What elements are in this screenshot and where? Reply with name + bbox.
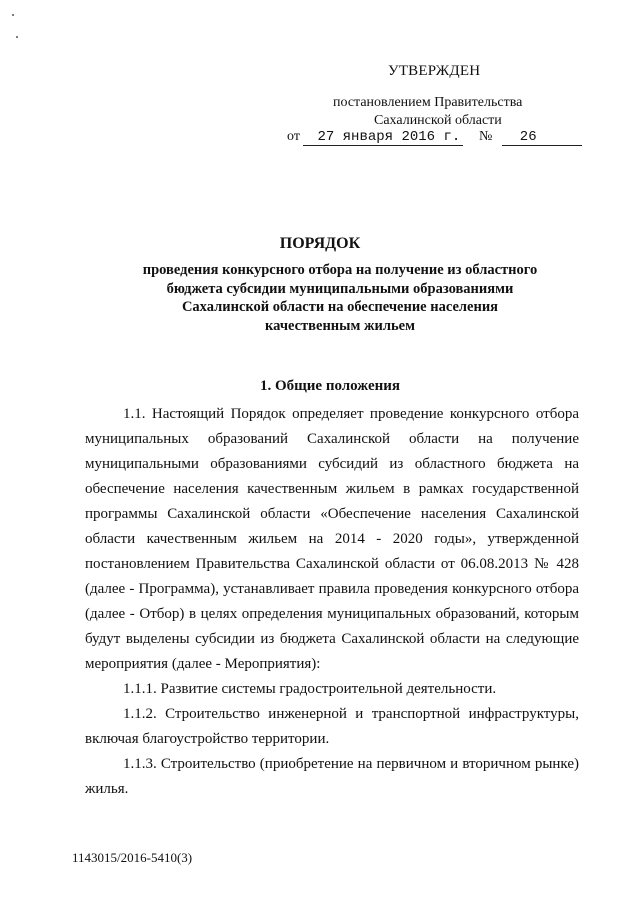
paragraph-line: будут выделены субсидии из бюджета Сахалинской области на следующие bbox=[85, 631, 579, 647]
clause-1-1-2-line: включая благоустройство территории. bbox=[85, 731, 330, 747]
decree-line-2: Сахалинской области bbox=[374, 113, 502, 128]
paragraph-line: (далее - Отбор) в целях определения муниципальных образований, которым bbox=[85, 606, 579, 622]
paragraph-line: обеспечение населения качественным жильем в рамках государственной bbox=[85, 481, 579, 497]
clause-1-1-3-line: жилья. bbox=[85, 781, 129, 797]
paragraph-line: постановлением Правительства Сахалинской области от 06.08.2013 № 428 bbox=[85, 556, 579, 572]
paragraph-line: 1.1. Настоящий Порядок определяет проведение конкурсного отбора bbox=[123, 406, 579, 422]
paragraph-line: мероприятия (далее - Мероприятия): bbox=[85, 656, 321, 672]
decree-number: 26 bbox=[502, 129, 582, 146]
paragraph-line: муниципальных образований Сахалинской области на получение bbox=[85, 431, 579, 447]
clause-1-1-1: 1.1.1. Развитие системы градостроительной деятельности. bbox=[123, 681, 497, 697]
approved-stamp: УТВЕРЖДЕН bbox=[388, 63, 481, 79]
number-label: № bbox=[478, 129, 493, 144]
document-body bbox=[85, 402, 579, 802]
scan-speck bbox=[12, 14, 14, 16]
paragraph-line: программы Сахалинской области «Обеспечение населения Сахалинской bbox=[85, 506, 579, 522]
paragraph-line: муниципальными образованиями субсидий из областного бюджета на bbox=[85, 456, 579, 472]
date-prefix: от bbox=[287, 129, 300, 144]
decree-date-row bbox=[287, 129, 582, 146]
document-code: 1143015/2016-5410(3) bbox=[72, 850, 193, 865]
clause-1-1-2-line: 1.1.2. Строительство инженерной и транспортной инфраструктуры, bbox=[123, 706, 579, 722]
paragraph-line: области качественным жильем на 2014 - 2020 годы», утвержденной bbox=[85, 531, 579, 547]
paragraph-line: (далее - Программа), устанавливает правила проведения конкурсного отбора bbox=[85, 581, 579, 597]
document-subtitle: проведения конкурсного отбора на получение из областного бюджета субсидии муниципальными образованиями Сахалинской области на обеспечение населения качественным жильем bbox=[142, 262, 538, 334]
section-heading: 1. Общие положения bbox=[259, 378, 401, 394]
document-title: ПОРЯДОК bbox=[279, 235, 361, 252]
scan-speck bbox=[16, 36, 18, 38]
clause-1-1-3-line: 1.1.3. Строительство (приобретение на первичном и вторичном рынке) bbox=[123, 756, 579, 772]
decree-line-1: постановлением Правительства bbox=[333, 95, 523, 110]
decree-date: 27 января 2016 г. bbox=[303, 129, 463, 146]
